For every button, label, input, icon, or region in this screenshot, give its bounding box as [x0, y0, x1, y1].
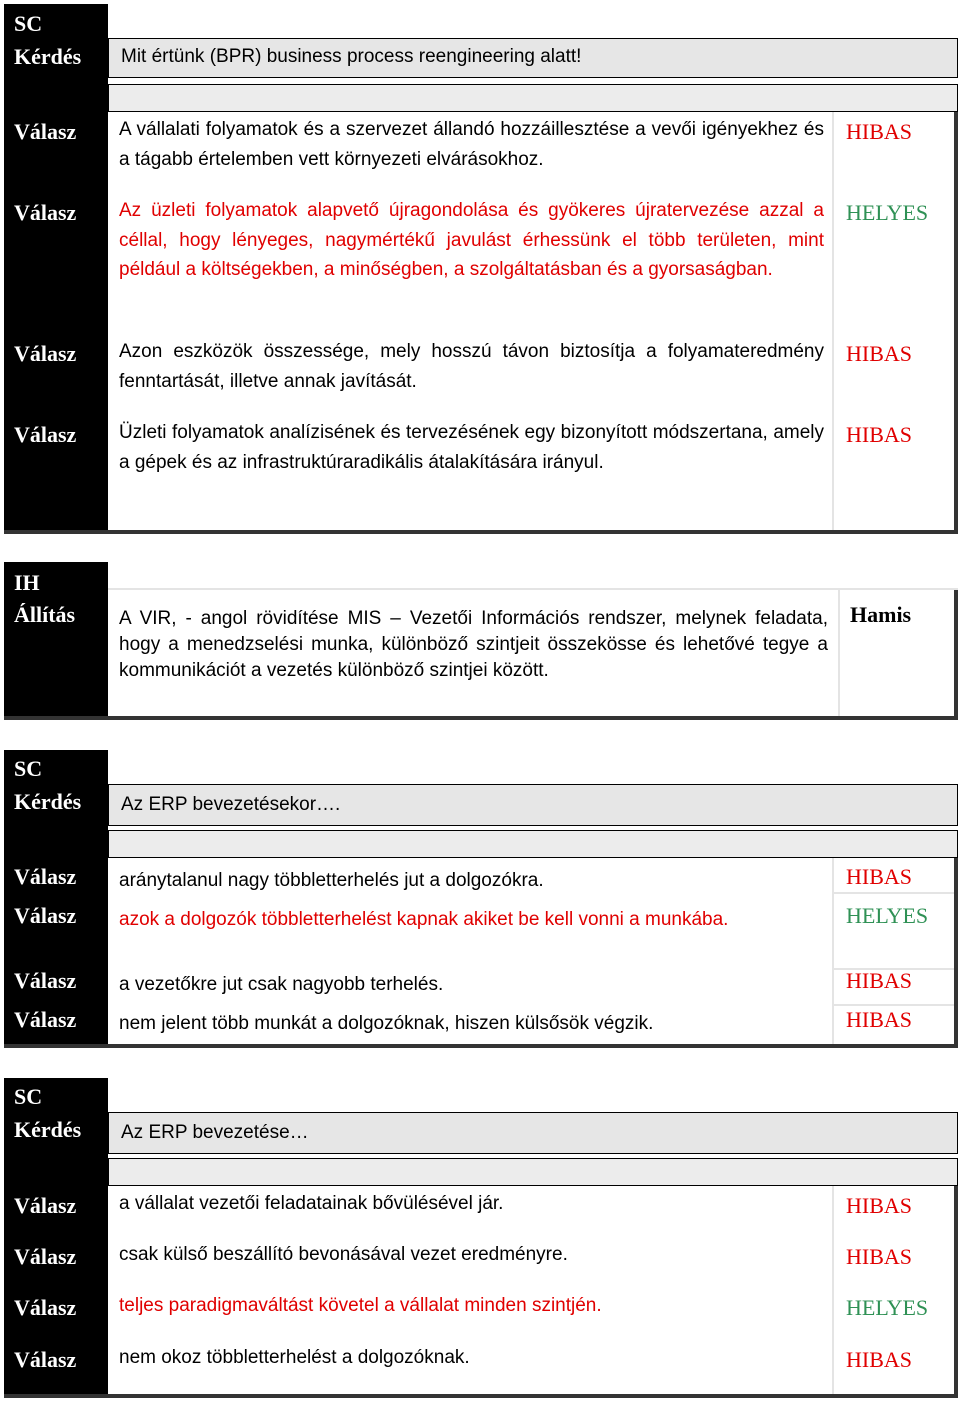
verdict-badge: HELYES	[846, 200, 929, 225]
question-label: Kérdés	[14, 1117, 82, 1142]
type-label: SC	[14, 756, 43, 781]
question-text: Az ERP bevezetése…	[121, 1122, 309, 1143]
right-border	[954, 858, 958, 1048]
answer-text: a vállalat vezetői feladatainak bővülésével jár.	[119, 1193, 504, 1214]
spacer-bar	[108, 830, 958, 858]
verdict-badge: HIBAS	[846, 422, 913, 447]
bottom-border	[4, 1394, 958, 1398]
verdict-badge: HIBAS	[846, 341, 913, 366]
answer-text: Üzleti folyamatok analízisének és tervezésének egy bizonyított módszertana, amely a gépek és az infrastruktúraradikális átalakítására irányul.	[119, 422, 824, 473]
question-bar	[108, 1112, 958, 1154]
answer-text: nem jelent több munkát a dolgozóknak, hiszen külsősök végzik.	[119, 1013, 654, 1034]
answer-text: a vezetőkre jut csak nagyobb terhelés.	[119, 974, 444, 995]
verdict-badge: HIBAS	[846, 1007, 913, 1032]
answer-label: Válasz	[14, 1295, 77, 1320]
right-border	[954, 590, 958, 720]
bottom-border	[4, 530, 958, 534]
verdict-divider	[832, 112, 834, 534]
question-label: Kérdés	[14, 44, 82, 69]
row-rule	[832, 1004, 954, 1006]
verdict-badge: Hamis	[850, 602, 912, 627]
answer-label: Válasz	[14, 864, 77, 889]
answer-text: Az üzleti folyamatok alapvető újragondolása és gyökeres újratervezése azzal a céllal, hogy lényeges, nagymértékű javulást érhessünk el több területen, mint például a költségekben, a minőségben, a szolgáltatásban és a gyorsaságban.	[119, 200, 824, 280]
answer-label: Válasz	[14, 1244, 77, 1269]
answer-label: Válasz	[14, 1007, 77, 1032]
statement-label: Állítás	[14, 602, 76, 627]
verdict-badge: HELYES	[846, 1295, 929, 1320]
verdict-divider	[838, 590, 840, 716]
answer-label: Válasz	[14, 422, 77, 447]
spacer-bar	[108, 84, 958, 112]
answer-text: aránytalanul nagy többletterhelés jut a dolgozókra.	[119, 870, 544, 891]
answer-label: Válasz	[14, 119, 77, 144]
bottom-border	[4, 1044, 958, 1048]
question-bar	[108, 38, 958, 78]
verdict-badge: HIBAS	[846, 1193, 913, 1218]
top-rule	[108, 588, 958, 590]
answer-text: nem okoz többletterhelést a dolgozóknak.	[119, 1347, 470, 1368]
answer-label: Válasz	[14, 1347, 77, 1372]
type-label: SC	[14, 11, 43, 36]
question-block-3	[4, 1078, 958, 1398]
question-block-2	[4, 750, 958, 1048]
answer-text: azok a dolgozók többletterhelést kapnak akiket be kell vonni a munkába.	[119, 909, 729, 930]
bottom-border	[4, 716, 958, 720]
statement-block	[4, 562, 958, 720]
answer-text: Azon eszközök összessége, mely hosszú távon biztosítja a folyamateredmény fenntartását, illetve annak javítását.	[119, 341, 824, 392]
statement-text: A VIR, - angol rövidítése MIS – Vezetői Információs rendszer, melynek feladata, hogy a menedzselési munka, különböző szintjeit összekösse és lehetővé tegye a kommunikációt a vezetés különböző szintjei között.	[119, 608, 828, 681]
question-label: Kérdés	[14, 789, 82, 814]
verdict-badge: HIBAS	[846, 1347, 913, 1372]
question-bar	[108, 784, 958, 826]
answer-text: csak külső beszállító bevonásával vezet eredményre.	[119, 1244, 568, 1265]
type-label: IH	[14, 570, 40, 595]
right-border	[954, 112, 958, 534]
answer-label: Válasz	[14, 1193, 77, 1218]
answer-text: A vállalati folyamatok és a szervezet állandó hozzáillesztése a vevői igényekhez és a tágabb értelemben vett környezeti elvárásokhoz.	[119, 119, 824, 170]
verdict-badge: HIBAS	[846, 968, 913, 993]
answer-label: Válasz	[14, 200, 77, 225]
spacer-bar	[108, 1158, 958, 1186]
answer-label: Válasz	[14, 968, 77, 993]
verdict-badge: HIBAS	[846, 119, 913, 144]
question-text: Az ERP bevezetésekor….	[121, 794, 341, 815]
answer-label: Válasz	[14, 341, 77, 366]
verdict-badge: HELYES	[846, 903, 929, 928]
answer-text: teljes paradigmaváltást követel a vállalat minden szintjén.	[119, 1295, 602, 1316]
verdict-divider	[832, 858, 834, 1044]
type-label: SC	[14, 1084, 43, 1109]
row-rule	[832, 892, 954, 894]
verdict-divider	[832, 1186, 834, 1394]
question-block-1	[4, 4, 958, 534]
right-border	[954, 1186, 958, 1398]
label-column	[4, 4, 108, 534]
verdict-badge: HIBAS	[846, 1244, 913, 1269]
question-text: Mit értünk (BPR) business process reengineering alatt!	[121, 46, 582, 67]
verdict-badge: HIBAS	[846, 864, 913, 889]
answer-label: Válasz	[14, 903, 77, 928]
